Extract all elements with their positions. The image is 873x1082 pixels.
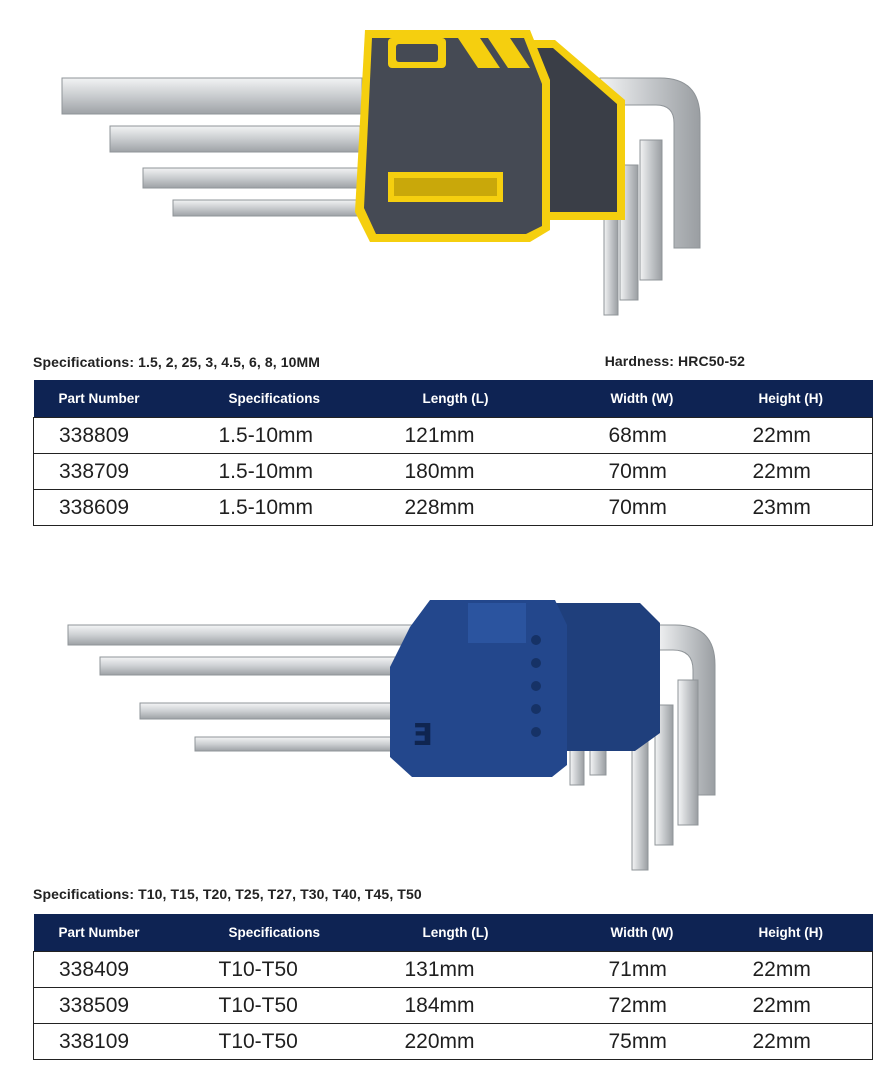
torx-key-set-illustration xyxy=(0,585,790,875)
table-row xyxy=(34,490,873,526)
cell-specifications: T10-T50 xyxy=(209,1024,399,1060)
header-specifications: Specifications xyxy=(209,380,399,418)
header-height: Height (H) xyxy=(741,914,873,952)
header-width: Width (W) xyxy=(583,380,741,418)
section2-specifications: Specifications: T10, T15, T20, T25, T27, T30, T40, T45, T50 xyxy=(33,886,422,902)
cell-specifications: 1.5-10mm xyxy=(209,490,399,526)
header-length: Length (L) xyxy=(399,914,583,952)
cell-length: 121mm xyxy=(399,418,583,454)
cell-height: 22mm xyxy=(741,418,873,454)
table-row xyxy=(34,418,873,454)
cell-length: 228mm xyxy=(399,490,583,526)
cell-part-number: 338409 xyxy=(34,952,209,988)
cell-specifications: T10-T50 xyxy=(209,952,399,988)
cell-part-number: 338509 xyxy=(34,988,209,1024)
cell-part-number: 338109 xyxy=(34,1024,209,1060)
cell-specifications: 1.5-10mm xyxy=(209,418,399,454)
cell-width: 72mm xyxy=(583,988,741,1024)
table-header-row xyxy=(34,380,873,418)
torx-key-set-photo xyxy=(0,585,790,875)
table-header-row xyxy=(34,914,873,952)
section1-hardness: Hardness: HRC50-52 xyxy=(604,353,745,369)
header-height: Height (H) xyxy=(741,380,873,418)
table-row xyxy=(34,1024,873,1060)
cell-width: 71mm xyxy=(583,952,741,988)
cell-width: 68mm xyxy=(583,418,741,454)
table-row xyxy=(34,454,873,490)
cell-width: 75mm xyxy=(583,1024,741,1060)
hex-key-set-photo xyxy=(0,0,790,345)
cell-length: 184mm xyxy=(399,988,583,1024)
cell-part-number: 338709 xyxy=(34,454,209,490)
cell-specifications: T10-T50 xyxy=(209,988,399,1024)
cell-width: 70mm xyxy=(583,454,741,490)
cell-height: 22mm xyxy=(741,454,873,490)
cell-width: 70mm xyxy=(583,490,741,526)
cell-length: 180mm xyxy=(399,454,583,490)
cell-length: 220mm xyxy=(399,1024,583,1060)
header-part-number: Part Number xyxy=(34,380,209,418)
svg-text:Ǝ: Ǝ xyxy=(412,718,433,753)
section2-spec-table xyxy=(33,914,873,1060)
section1-specifications: Specifications: 1.5, 2, 25, 3, 4.5, 6, 8, 10MM xyxy=(33,354,321,370)
hex-key-set-illustration xyxy=(0,0,790,345)
cell-part-number: 338609 xyxy=(34,490,209,526)
cell-length: 131mm xyxy=(399,952,583,988)
cell-height: 23mm xyxy=(741,490,873,526)
section1-spec-table xyxy=(33,380,873,526)
header-length: Length (L) xyxy=(399,380,583,418)
cell-specifications: 1.5-10mm xyxy=(209,454,399,490)
cell-height: 22mm xyxy=(741,952,873,988)
header-part-number: Part Number xyxy=(34,914,209,952)
cell-part-number: 338809 xyxy=(34,418,209,454)
cell-height: 22mm xyxy=(741,1024,873,1060)
table-row xyxy=(34,988,873,1024)
header-specifications: Specifications xyxy=(209,914,399,952)
table-row xyxy=(34,952,873,988)
header-width: Width (W) xyxy=(583,914,741,952)
cell-height: 22mm xyxy=(741,988,873,1024)
